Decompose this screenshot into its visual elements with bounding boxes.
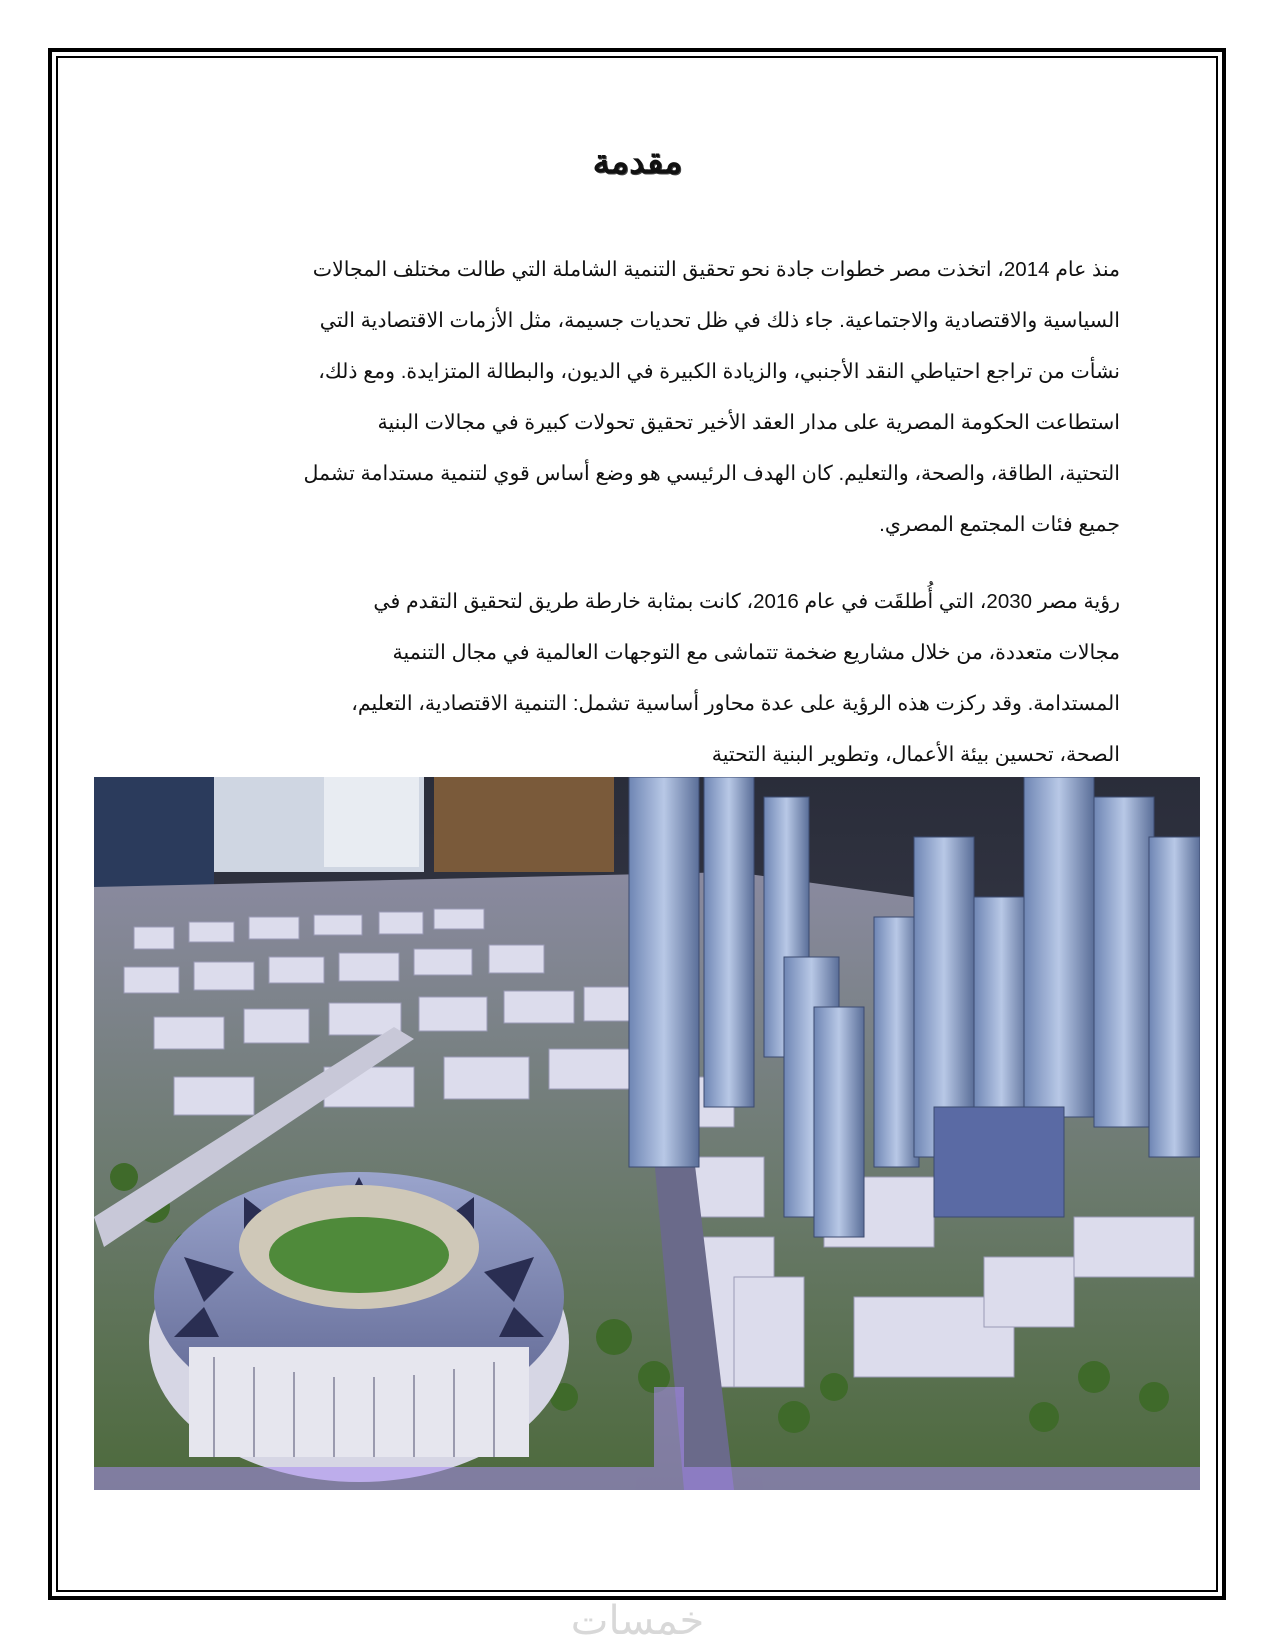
paragraph-intro xyxy=(220,244,1120,550)
city-model-photo xyxy=(94,777,1200,1490)
text-line: الصحة، تحسين بيئة الأعمال، وتطوير البنية التحتية xyxy=(711,743,1120,766)
city-model-illustration xyxy=(94,777,1200,1490)
text-line: التحتية، الطاقة، والصحة، والتعليم. كان الهدف الرئيسي هو وضع أساس قوي لتنمية مستدامة تشمل xyxy=(303,462,1120,485)
text-line: منذ عام 2014، اتخذت مصر خطوات جادة نحو تحقيق التنمية الشاملة التي طالت مختلف المجالات xyxy=(312,258,1120,281)
text-line: السياسية والاقتصادية والاجتماعية. جاء ذلك في ظل تحديات جسيمة، مثل الأزمات الاقتصادية التي xyxy=(319,309,1120,332)
text-line: نشأت من تراجع احتياطي النقد الأجنبي، والزيادة الكبيرة في الديون، والبطالة المتزايدة. ومع ذلك، xyxy=(318,360,1120,383)
watermark-logo: خمسات xyxy=(570,1598,705,1644)
text-line: المستدامة. وقد ركزت هذه الرؤية على عدة محاور أساسية تشمل: التنمية الاقتصادية، التعليم، xyxy=(351,692,1120,715)
text-line: جميع فئات المجتمع المصري. xyxy=(879,513,1120,536)
paragraph-vision-2030 xyxy=(260,576,1120,780)
document-title: مقدمة xyxy=(592,142,683,182)
text-line: مجالات متعددة، من خلال مشاريع ضخمة تتماشى مع التوجهات العالمية في مجال التنمية xyxy=(392,641,1120,664)
text-line: استطاعت الحكومة المصرية على مدار العقد الأخير تحقيق تحولات كبيرة في مجالات البنية xyxy=(377,411,1120,434)
text-line: رؤية مصر 2030، التي أُطلقَت في عام 2016، كانت بمثابة خارطة طريق لتحقيق التقدم في xyxy=(373,590,1120,613)
